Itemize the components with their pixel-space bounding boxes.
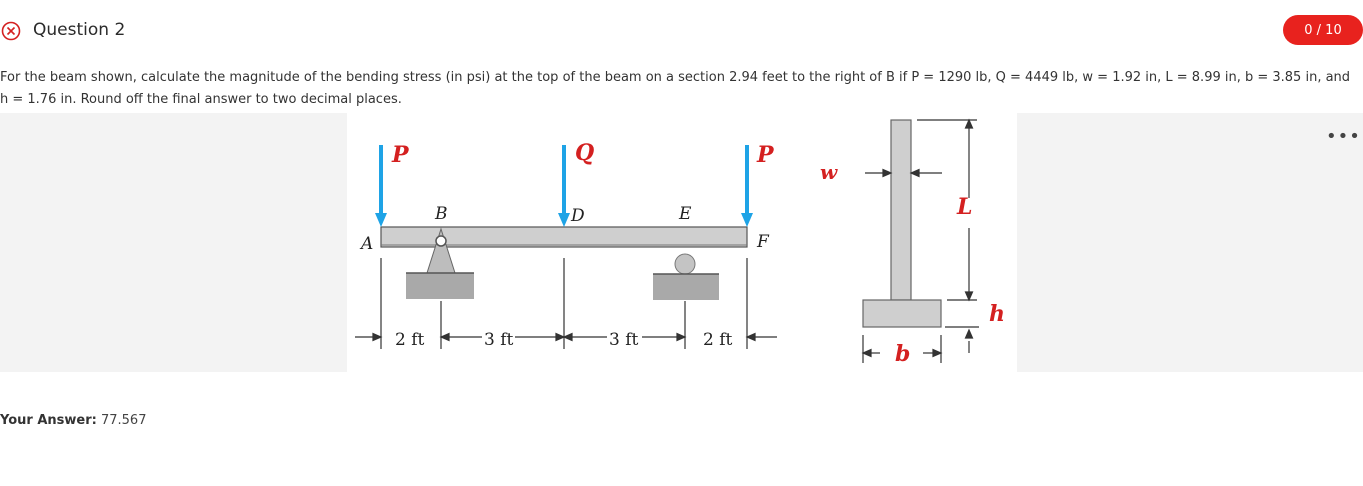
dimension-label-ef: 2 ft xyxy=(703,330,733,350)
point-label-b: B xyxy=(435,204,448,224)
question-figure xyxy=(0,113,1363,372)
answer-label: Your Answer: xyxy=(0,413,97,428)
question-text: For the beam shown, calculate the magnitude of the bending stress (in psi) at the top of the beam on a section 2.94 feet to the right of B if P = 1290 lb, Q = 4449 lb, w = 1.92 in, L = 8.99 in, b = 3.85 in, and h = 1.76 in. Round off the final answer to two decimal places. xyxy=(0,70,1351,107)
point-label-f: F xyxy=(757,232,769,252)
load-arrow-p-right xyxy=(741,145,753,227)
load-arrow-p-left xyxy=(375,145,387,227)
section-label-h: h xyxy=(989,301,1005,327)
point-label-e: E xyxy=(679,204,692,224)
dimension-label-de: 3 ft xyxy=(609,330,639,350)
load-label-q: Q xyxy=(575,140,595,166)
figure-background-left xyxy=(0,113,347,372)
cross-section xyxy=(863,120,941,327)
roller-support-e xyxy=(675,254,695,274)
figure-background-right xyxy=(1017,113,1363,372)
section-label-b: b xyxy=(895,341,911,367)
question-header xyxy=(0,14,1363,48)
answer-value: 77.567 xyxy=(100,413,147,428)
load-label-p-left: P xyxy=(392,142,409,168)
section-label-w: w xyxy=(820,160,838,184)
x-circle-icon xyxy=(1,21,21,41)
load-label-p-right: P xyxy=(757,142,774,168)
section-label-l: L xyxy=(957,194,973,220)
score-badge: 0 / 10 xyxy=(1283,15,1363,45)
dimension-label-ab: 2 ft xyxy=(395,330,425,350)
load-arrow-q xyxy=(558,145,570,227)
point-label-d: D xyxy=(571,206,585,226)
more-horizontal-icon[interactable]: ••• xyxy=(1326,126,1361,147)
your-answer xyxy=(0,413,146,428)
dimension-label-bd: 3 ft xyxy=(484,330,514,350)
point-label-a: A xyxy=(361,234,374,254)
beam-diagram xyxy=(347,113,1017,372)
question-title: Question 2 xyxy=(33,20,126,40)
